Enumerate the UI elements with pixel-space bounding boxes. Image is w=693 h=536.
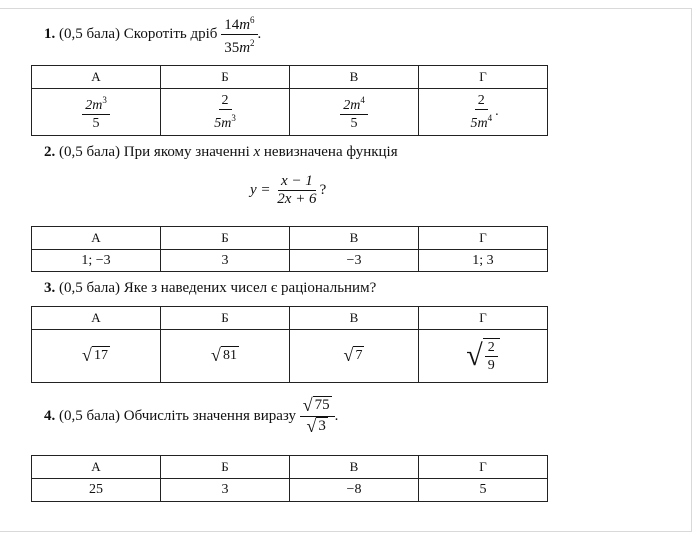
- question-2-text: (0,5 бала) При якому значенні: [59, 144, 250, 160]
- question-2: 2. (0,5 бала) При якому значенні x невизначена функція: [44, 144, 398, 160]
- question-1-text: (0,5 бала) Скоротіть дріб: [59, 25, 218, 42]
- option-b-header: Б: [161, 66, 290, 89]
- option-a-header: А: [32, 66, 161, 89]
- option-c-header: В: [290, 227, 419, 250]
- question-1-fraction: $\frac{14m^6}{35m^2}$: [221, 12, 257, 57]
- option-c-cell[interactable]: $\frac{2m^4}{5}$: [290, 89, 419, 136]
- option-a-cell[interactable]: √ 17: [32, 330, 161, 383]
- question-1-answer-table: [31, 65, 548, 136]
- option-a-cell[interactable]: 25: [32, 479, 161, 502]
- question-4-fraction: √ 75 √ 3: [300, 396, 335, 437]
- option-d-header: Г: [419, 307, 548, 330]
- option-d-cell[interactable]: √ $\frac{2}{9}$: [419, 330, 548, 383]
- option-c-header: В: [290, 66, 419, 89]
- question-1: 1. (0,5 бала) Скоротіть дріб $\frac{14m^6}{35m^2}$ .: [44, 12, 261, 57]
- question-3: [44, 280, 376, 297]
- option-c-cell[interactable]: √ 7: [290, 330, 419, 383]
- option-a-header: А: [32, 456, 161, 479]
- question-1-number: 1.: [44, 25, 56, 42]
- option-b-cell[interactable]: $\frac{2}{5m^3}$: [161, 89, 290, 136]
- option-b-cell[interactable]: 3: [161, 479, 290, 502]
- question-3-number: 3.: [44, 280, 56, 296]
- question-4-number: 4.: [44, 407, 56, 424]
- option-d-header: Г: [419, 456, 548, 479]
- option-a-cell[interactable]: $\frac{2m^3}{5}$: [32, 89, 161, 136]
- option-d-cell[interactable]: 5: [419, 479, 548, 502]
- option-c-header: В: [290, 456, 419, 479]
- option-c-cell[interactable]: −8: [290, 479, 419, 502]
- question-4-answer-table: [31, 455, 548, 502]
- question-2-formula: y = $\frac{x - 1}{2x + 6}$ ?: [250, 173, 327, 207]
- option-b-header: Б: [161, 456, 290, 479]
- option-b-header: Б: [161, 307, 290, 330]
- question-3-text: (0,5 бала) Яке з наведених чисел є раціональним?: [59, 280, 377, 296]
- option-a-header: А: [32, 307, 161, 330]
- question-2-number: 2.: [44, 144, 56, 160]
- option-b-cell[interactable]: √ 81: [161, 330, 290, 383]
- option-d-cell[interactable]: $\frac{2}{5m^4}$ .: [419, 89, 548, 136]
- question-4: 4. (0,5 бала) Обчисліть значення виразу √ 75 √ 3 .: [44, 395, 339, 436]
- option-a-header: А: [32, 227, 161, 250]
- option-c-cell[interactable]: −3: [290, 250, 419, 272]
- question-4-text: (0,5 бала) Обчисліть значення виразу: [59, 407, 297, 424]
- option-d-header: Г: [419, 227, 548, 250]
- option-a-cell[interactable]: 1; −3: [32, 250, 161, 272]
- question-3-answer-table: [31, 306, 548, 383]
- option-b-cell[interactable]: 3: [161, 250, 290, 272]
- option-d-cell[interactable]: 1; 3: [419, 250, 548, 272]
- option-c-header: В: [290, 307, 419, 330]
- option-b-header: Б: [161, 227, 290, 250]
- question-2-answer-table: [31, 226, 548, 272]
- option-d-header: Г: [419, 66, 548, 89]
